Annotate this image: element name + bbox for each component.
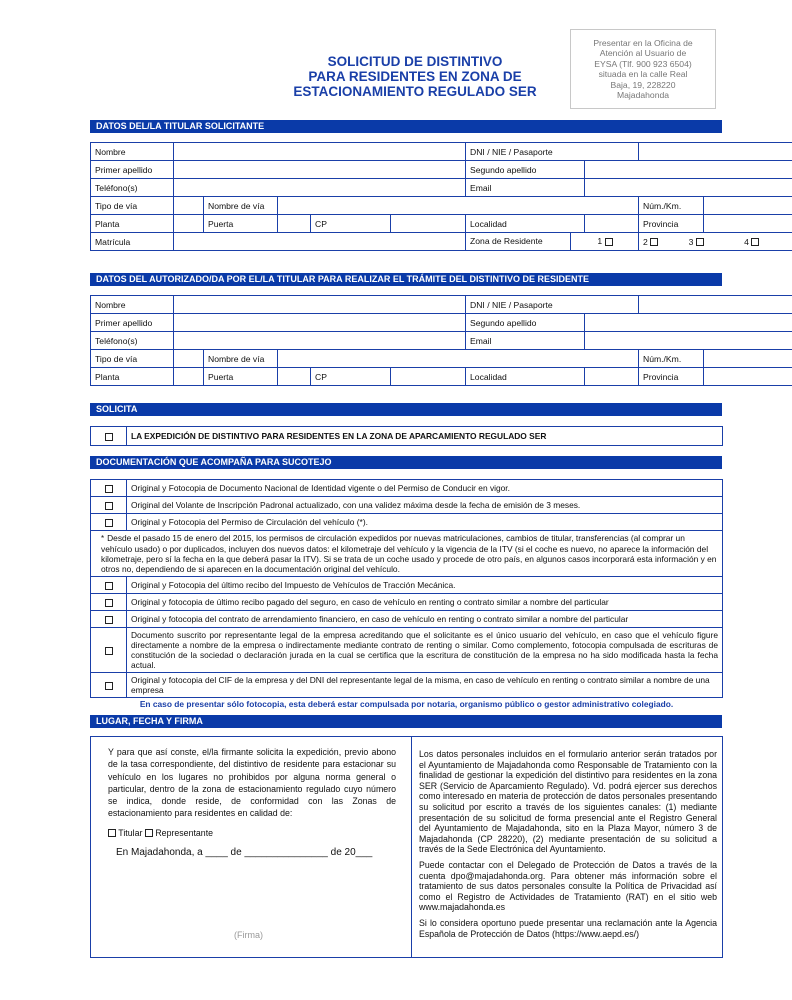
aut-segundo-apellido-label: Segundo apellido [466, 314, 585, 332]
aut-email-label: Email [466, 332, 585, 350]
num-km-field[interactable] [704, 197, 792, 215]
cp-field[interactable] [391, 215, 466, 233]
solicita-check-cell [91, 427, 127, 446]
doc-5-checkbox[interactable] [105, 599, 113, 607]
aut-segundo-apellido-field[interactable] [585, 314, 792, 332]
stamp-line: Baja, 19, 228220 [610, 79, 676, 90]
email-field[interactable] [585, 179, 792, 197]
section-titular-header: DATOS DEL/LA TITULAR SOLICITANTE [90, 120, 722, 133]
aut-planta-label: Planta [91, 368, 174, 386]
doc-check-cell [91, 497, 127, 514]
nombre-field[interactable] [174, 143, 466, 161]
doc-1-checkbox[interactable] [105, 485, 113, 493]
doc-check-cell [91, 480, 127, 497]
segundo-apellido-label: Segundo apellido [466, 161, 585, 179]
doc-8-item: Original y fotocopia del CIF de la empresa y del DNI del representante legal de la misma, en caso de vehículo en renting o contrato similar a nombre de una empresa [127, 673, 723, 698]
stamp-line: EYSA (Tlf. 900 923 6504) [594, 58, 692, 69]
documentation-table [90, 479, 723, 698]
nombre-via-field[interactable] [278, 197, 639, 215]
aut-planta-field[interactable] [174, 368, 204, 386]
primer-apellido-label: Primer apellido [91, 161, 174, 179]
title-line-1: SOLICITUD DE DISTINTIVO [327, 54, 503, 69]
aut-tipo-via-field[interactable] [174, 350, 204, 368]
zona-2-checkbox[interactable] [650, 238, 658, 246]
column-divider [411, 736, 412, 958]
submission-office-stamp [570, 29, 716, 109]
puerta-label: Puerta [204, 215, 278, 233]
aut-nombre-field[interactable] [174, 296, 466, 314]
email-label: Email [466, 179, 585, 197]
tipo-via-label: Tipo de vía [91, 197, 174, 215]
stamp-line: situada en la calle Real [598, 69, 688, 80]
planta-label: Planta [91, 215, 174, 233]
aut-dni-field[interactable] [639, 296, 792, 314]
aut-telefono-label: Teléfono(s) [91, 332, 174, 350]
telefono-label: Teléfono(s) [91, 179, 174, 197]
stamp-line: Presentar en la Oficina de [593, 38, 693, 48]
doc-check-cell [91, 514, 127, 531]
aut-cp-label: CP [311, 368, 391, 386]
localidad-field[interactable] [585, 215, 639, 233]
aut-provincia-label: Provincia [639, 368, 704, 386]
zona-options-cell [639, 233, 792, 251]
dni-label: DNI / NIE / Pasaporte [466, 143, 639, 161]
aut-puerta-field[interactable] [278, 368, 311, 386]
aut-telefono-field[interactable] [174, 332, 466, 350]
aut-nombre-label: Nombre [91, 296, 174, 314]
section-lugar-fecha-header: LUGAR, FECHA Y FIRMA [90, 715, 722, 728]
doc-3-checkbox[interactable] [105, 519, 113, 527]
stamp-line: Atención al Usuario de [599, 48, 687, 59]
aut-email-field[interactable] [585, 332, 792, 350]
section-documentacion-header: DOCUMENTACIÓN QUE ACOMPAÑA PARA SUCOTEJO [90, 456, 722, 469]
doc-7-item: Documento suscrito por representante legal de la empresa acreditando que el solicitante es el único usuario del vehículo, en caso que el vehículo figure directamente a nombre de la empresa o indirectamente mediante contrato de renting o similar. Como complemento, fotocopia compulsada de escrituras de constitución de la sociedad o declaración jurada en la cual se certifica que la escritura de constitución de la empresa no ha sido modificada hasta la fecha actual. [127, 628, 723, 673]
title-line-2: PARA RESIDENTES EN ZONA DE [308, 69, 522, 84]
doc-1-item: Original y Fotocopia de Documento Nacional de Identidad vigente o del Permiso de Conducir en vigor. [127, 480, 723, 497]
aut-puerta-label: Puerta [204, 368, 278, 386]
num-km-label: Núm./Km. [639, 197, 704, 215]
zona-3-checkbox[interactable] [696, 238, 704, 246]
titular-checkbox[interactable] [108, 829, 116, 837]
aut-cp-field[interactable] [391, 368, 466, 386]
aut-tipo-via-label: Tipo de vía [91, 350, 174, 368]
titular-data-table [90, 142, 792, 251]
doc-6-item: Original y fotocopia del contrato de arrendamiento financiero, en caso de vehículo en renting o contrato similar a nombre del particular [127, 611, 723, 628]
privacy-paragraph-3: Si lo considera oportuno puede presentar una reclamación ante la Agencia Española de Protección de Datos (https://www.aepd.es/) [419, 917, 717, 939]
planta-field[interactable] [174, 215, 204, 233]
declaration-text: Y para que así conste, el/la firmante solicita la expedición, previo abono de la tasa correspondiente, del distintivo de residente para estacionar su vehículo en los lugares no prohibidos por alguna norma general o particular, dentro de la zona de estacionamiento regulado cuyo número se indica, donde reside, de conformidad con las Zonas de estacionamiento para residentes en calidad de: [108, 747, 396, 819]
signature-label: (Firma) [234, 930, 263, 941]
aut-provincia-field[interactable] [704, 368, 792, 386]
solicita-table [90, 426, 723, 446]
matricula-label: Matrícula [91, 233, 174, 251]
privacy-paragraph-2: Puede contactar con el Delegado de Protección de Datos a través de la cuenta dpo@majadahonda.org. Para obtener más información sobre el tratamiento de sus datos personales consulte la Política de Privacidad así como el Registro de Actividades de Tratamiento (RAT) en el sitio web www.majadahonda.es [419, 859, 717, 913]
zona-3-label: 3 [688, 236, 694, 247]
zona-4-checkbox[interactable] [751, 238, 759, 246]
photocopy-note: En caso de presentar sólo fotocopia, esta deberá estar compulsada por notaria, organismo público o gestor administrativo colegiado. [139, 699, 674, 709]
aut-nombre-via-label: Nombre de vía [204, 350, 278, 368]
stamp-line: Majadahonda [616, 90, 670, 101]
footnote-cell [91, 531, 723, 577]
doc-4-item: Original y Fotocopia del último recibo del Impuesto de Vehículos de Tracción Mecánica. [127, 577, 723, 594]
section-solicita-header: SOLICITA [90, 403, 722, 416]
provincia-label: Provincia [639, 215, 704, 233]
matricula-field[interactable] [174, 233, 466, 251]
representante-checkbox[interactable] [145, 829, 153, 837]
place-date-line[interactable]: En Majadahonda, a ____ de _______________ de 20___ [116, 847, 373, 859]
nombre-via-label: Nombre de vía [204, 197, 278, 215]
footnote-mark: * [101, 534, 105, 543]
tipo-via-field[interactable] [174, 197, 204, 215]
footnote-text: Desde el pasado 15 de enero del 2015, los permisos de circulación expedidos por nuevas matriculaciones, cambios de titular, transferencias (al comprar un vehículo usado) o por duplicados, incluyen dos nuevos datos: el kilometraje del vehículo y la vigencia de la ITV (si el coche es nuevo, no aparece la información del kilometraje, pero sí la fecha en la que deberá pasar la ITV). Si se trata de un coche usado y procede de otro país, en algunos casos incorporará esta información y en otros no, dependiendo de si aparecen en la documentación original del vehículo. [101, 533, 717, 574]
doc-2-checkbox[interactable] [105, 502, 113, 510]
doc-5-item: Original y fotocopia de último recibo pagado del seguro, en caso de vehículo en renting o contrato similar a nombre del particular [127, 594, 723, 611]
cp-label: CP [311, 215, 391, 233]
aut-num-km-label: Núm./Km. [639, 350, 704, 368]
aut-dni-label: DNI / NIE / Pasaporte [466, 296, 639, 314]
title-line-3: ESTACIONAMIENTO REGULADO SER [293, 84, 537, 99]
zona-residente-label: Zona de Residente [466, 233, 571, 250]
doc-check-cell [91, 577, 127, 594]
titular-label: Titular [118, 827, 143, 838]
zona-1-checkbox[interactable] [605, 238, 613, 246]
zona-4-label: 4 [744, 236, 749, 247]
declaration-column [108, 746, 396, 942]
aut-num-km-field[interactable] [704, 350, 792, 368]
zona-residente-cell [466, 233, 639, 251]
dni-field[interactable] [639, 143, 792, 161]
autorizado-data-table [90, 295, 792, 386]
doc-3-item: Original y Fotocopia del Permiso de Circulación del vehículo (*). [127, 514, 723, 531]
doc-check-cell [91, 673, 127, 698]
solicita-checkbox[interactable] [105, 433, 113, 441]
privacy-paragraph-1: Los datos personales incluidos en el formulario anterior serán tratados por el Ayuntamiento de Majadahonda como Responsable de Tratamiento con la finalidad de gestionar la expedición del distintivo para residentes en la zona SER (Servicio de Aparcamiento Regulado). Vd. podrá ejercer sus derechos como interesado en materia de protección de datos personales presentando su solicitud por escrito a través de los siguientes canales: (1) mediante presentación de su solicitud de forma presencial ante el Registro General del Ayuntamiento de Majadahonda, sito en la Plaza Mayor, número 3 de Majadahonda (CP 28220), (2) mediante presentación de su solicitud a través de la Sede Electrónica del Ayuntamiento. [419, 749, 717, 855]
doc-check-cell [91, 594, 127, 611]
doc-check-cell [91, 611, 127, 628]
segundo-apellido-field[interactable] [585, 161, 792, 179]
nombre-label: Nombre [91, 143, 174, 161]
aut-primer-apellido-label: Primer apellido [91, 314, 174, 332]
solicita-item: LA EXPEDICIÓN DE DISTINTIVO PARA RESIDENTES EN LA ZONA DE APARCAMIENTO REGULADO SER [127, 427, 723, 446]
primer-apellido-field[interactable] [174, 161, 466, 179]
aut-localidad-label: Localidad [466, 368, 585, 386]
doc-8-checkbox[interactable] [105, 682, 113, 690]
puerta-field[interactable] [278, 215, 311, 233]
zona-2-label: 2 [643, 236, 648, 247]
capacity-options [108, 827, 396, 839]
aut-localidad-field[interactable] [585, 368, 639, 386]
telefono-field[interactable] [174, 179, 466, 197]
doc-2-item: Original del Volante de Inscripción Padronal actualizado, con una validez máxima desde la fecha de emisión de 3 meses. [127, 497, 723, 514]
section-autorizado-header: DATOS DEL AUTORIZADO/DA POR EL/LA TITULAR PARA REALIZAR EL TRÁMITE DEL DISTINTIVO DE RESIDENTE [90, 273, 722, 286]
doc-4-checkbox[interactable] [105, 582, 113, 590]
zona-1-label: 1 [597, 236, 603, 246]
form-title [250, 54, 580, 99]
aut-nombre-via-field[interactable] [278, 350, 639, 368]
privacy-column [419, 749, 717, 944]
provincia-field[interactable] [704, 215, 792, 233]
doc-7-checkbox[interactable] [105, 647, 113, 655]
representante-label: Representante [155, 827, 214, 838]
doc-6-checkbox[interactable] [105, 616, 113, 624]
doc-check-cell [91, 628, 127, 673]
localidad-label: Localidad [466, 215, 585, 233]
aut-primer-apellido-field[interactable] [174, 314, 466, 332]
